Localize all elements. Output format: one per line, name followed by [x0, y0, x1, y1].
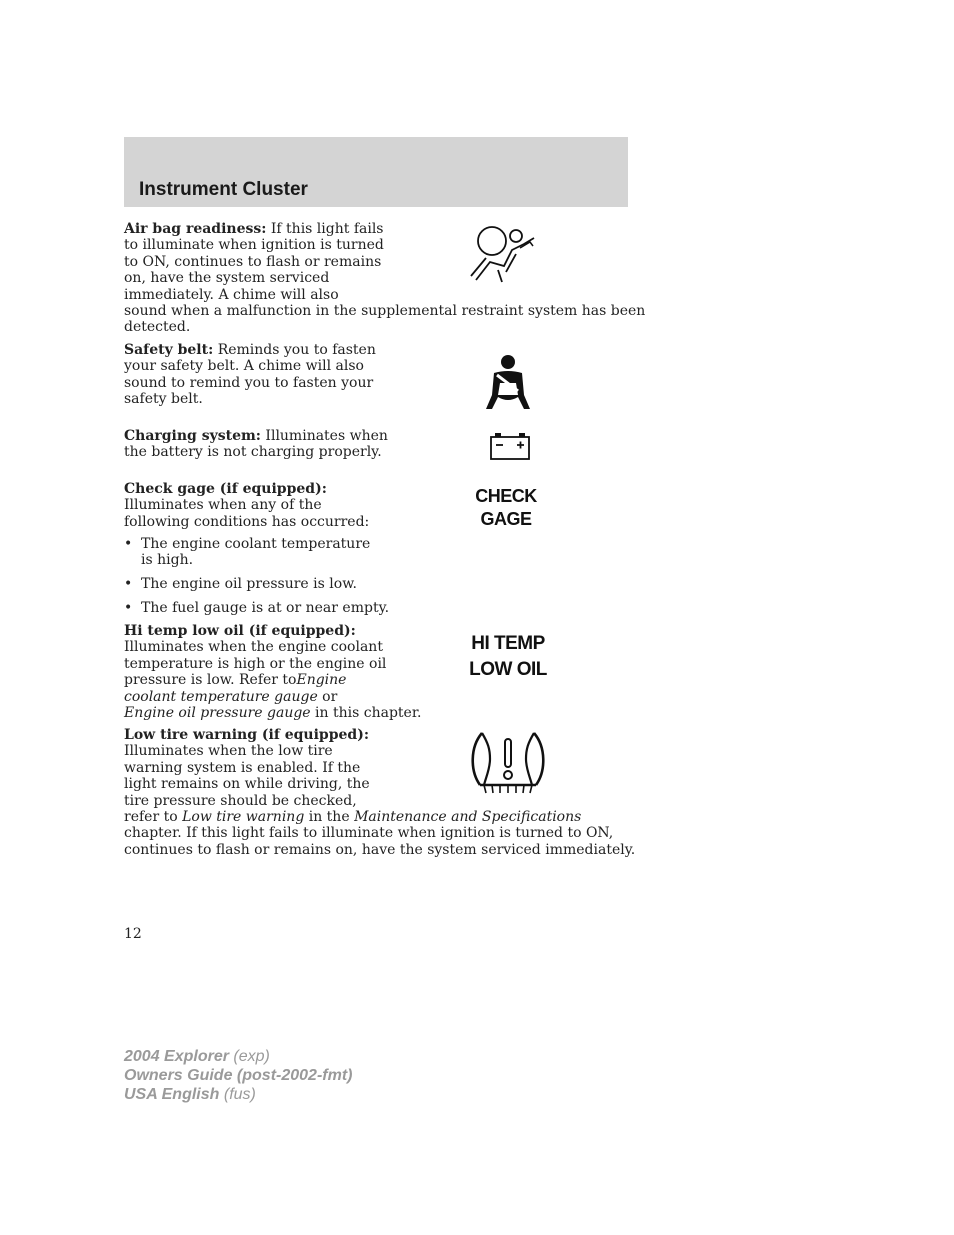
low-tire-ref: Maintenance and Specifications [354, 809, 582, 826]
airbag-icon [468, 224, 536, 286]
tire-pressure-icon [468, 729, 548, 799]
charging-label: Charging system: [124, 428, 261, 444]
hi-temp-text: pressure is low. Refer to [124, 672, 297, 689]
low-tire-text: Illuminates when the low tire [124, 743, 333, 760]
lamp-label: CHECK [475, 486, 537, 506]
safety-belt-paragraph [124, 342, 376, 408]
check-gage-label: Check gage (if equipped): [124, 481, 327, 497]
low-tire-label: Low tire warning (if equipped): [124, 727, 369, 743]
section-title: Instrument Cluster [139, 179, 308, 200]
hi-temp-paragraph [124, 623, 421, 721]
check-gage-text: following conditions has occurred: [124, 513, 370, 530]
airbag-label: Air bag readiness: [124, 221, 267, 237]
low-tire-paragraph [124, 727, 635, 858]
charging-text: the battery is not charging properly. [124, 444, 382, 461]
footer-code: (fus) [219, 1086, 256, 1103]
low-tire-text: continues to flash or remains on, have the system serviced immediately. [124, 841, 636, 858]
footer-language: USA English [124, 1086, 220, 1103]
airbag-text: If this light fails [266, 221, 384, 237]
hi-temp-ref: Engine [296, 672, 347, 689]
hi-temp-lamp [452, 631, 564, 683]
hi-temp-ref: coolant temperature gauge [124, 688, 318, 705]
safety-belt-text: your safety belt. A chime will also [124, 358, 364, 375]
document-footer [124, 1047, 352, 1104]
hi-temp-text: or [317, 688, 338, 705]
safety-belt-text: safety belt. [124, 391, 203, 408]
section-header [124, 137, 628, 207]
safety-belt-text: sound to remind you to fasten your [124, 374, 374, 391]
charging-text: Illuminates when [260, 428, 388, 444]
airbag-text: to illuminate when ignition is turned [124, 237, 384, 254]
page-number: 12 [124, 926, 142, 942]
charging-paragraph [124, 428, 388, 461]
footer-guide: Owners Guide (post-2002-fmt) [124, 1067, 353, 1084]
hi-temp-text: in this chapter. [310, 705, 422, 722]
airbag-text: detected. [124, 319, 191, 336]
battery-icon [490, 432, 530, 460]
low-tire-text: tire pressure should be checked, [124, 792, 357, 809]
check-gage-lamp [456, 485, 556, 531]
low-tire-text: light remains on while driving, the [124, 776, 370, 793]
airbag-text: to ON, continues to flash or remains [124, 253, 382, 270]
hi-temp-text: temperature is high or the engine oil [124, 655, 387, 672]
hi-temp-ref: Engine oil pressure gauge [124, 705, 311, 722]
footer-model: 2004 Explorer [124, 1048, 229, 1065]
low-tire-ref: Low tire warning [182, 809, 305, 826]
list-item-text: The engine coolant temperature [141, 536, 371, 552]
check-gage-paragraph [124, 481, 369, 530]
lamp-label: GAGE [480, 509, 532, 529]
low-tire-text: chapter. If this light fails to illuminate when ignition is turned to ON, [124, 825, 614, 842]
list-item-text: The engine oil pressure is low. [141, 576, 357, 592]
airbag-paragraph [124, 221, 645, 336]
lamp-label: HI TEMP [471, 633, 545, 654]
lamp-label: LOW OIL [469, 659, 547, 680]
airbag-text: on, have the system serviced [124, 270, 330, 287]
low-tire-text: in the [304, 809, 355, 826]
low-tire-text: refer to [124, 809, 183, 826]
safety-belt-label: Safety belt: [124, 342, 214, 358]
low-tire-text: warning system is enabled. If the [124, 759, 361, 776]
list-item-text: is high. [141, 552, 194, 569]
hi-temp-text: Illuminates when the engine coolant [124, 639, 383, 656]
airbag-text: sound when a malfunction in the supplemental restraint system has been [124, 303, 646, 320]
list-item-text: The fuel gauge is at or near empty. [141, 600, 390, 616]
safety-belt-text: Reminds you to fasten [213, 342, 376, 358]
airbag-text: immediately. A chime will also [124, 286, 339, 303]
hi-temp-label: Hi temp low oil (if equipped): [124, 623, 356, 639]
check-gage-text: Illuminates when any of the [124, 497, 322, 514]
footer-code: (exp) [228, 1048, 270, 1065]
seatbelt-icon [484, 353, 532, 411]
